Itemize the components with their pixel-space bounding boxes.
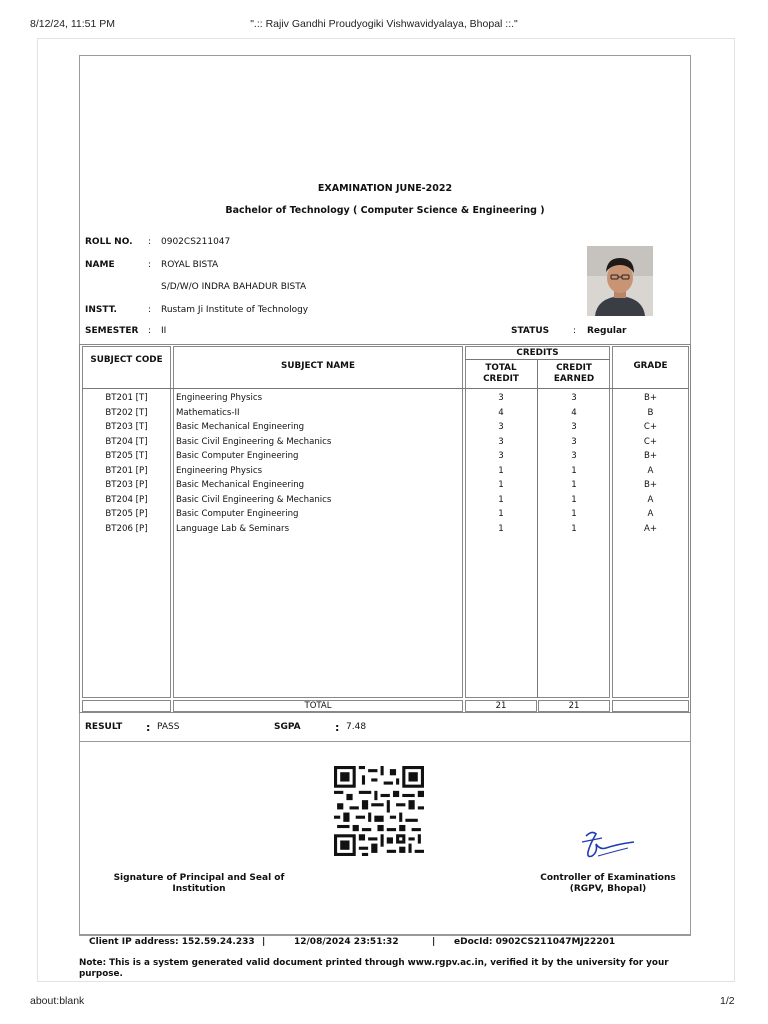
total-credit-value: 21 xyxy=(495,701,507,711)
table-row: BT204 [T] xyxy=(105,436,148,447)
table-row: 1 xyxy=(498,494,504,505)
table-row: Basic Mechanical Engineering xyxy=(176,422,305,432)
table-row: 1 xyxy=(571,523,577,534)
table-row: A xyxy=(647,509,654,519)
table-row: BT206 [P] xyxy=(105,523,148,534)
sgpa-label: SGPA xyxy=(274,722,301,732)
colon: : xyxy=(146,721,151,734)
total-row-code xyxy=(82,700,171,712)
header-subject-code: SUBJECT CODE xyxy=(90,355,163,365)
table-row: C+ xyxy=(643,436,658,447)
sgpa-value: 7.48 xyxy=(346,722,367,732)
table-row: B xyxy=(647,407,654,418)
exam-title: EXAMINATION JUNE-2022 xyxy=(317,183,453,194)
note-text: Note: This is a system generated valid document printed through www.rgpv.ac.in, verified it by the university for your purpose. xyxy=(79,958,669,979)
table-row: B+ xyxy=(643,480,658,490)
separator: | xyxy=(432,937,436,947)
names-column xyxy=(176,391,461,536)
header-grade: GRADE xyxy=(633,361,668,371)
table-row: 4 xyxy=(571,407,577,418)
status-label: STATUS xyxy=(511,326,550,336)
colon: : xyxy=(148,237,152,247)
table-row: Engineering Physics xyxy=(176,393,263,403)
table-row: Basic Computer Engineering xyxy=(176,451,299,461)
header-subject-name: SUBJECT NAME xyxy=(281,361,355,371)
total-credit-column xyxy=(465,391,537,536)
table-row: 3 xyxy=(498,451,504,461)
name-label: NAME xyxy=(85,260,115,270)
table-row: Mathematics-II xyxy=(176,407,240,418)
table-row: Language Lab & Seminars xyxy=(176,523,290,534)
table-row: 3 xyxy=(571,393,577,403)
table-row: A+ xyxy=(643,523,658,534)
credit-earned-column xyxy=(538,391,610,536)
principal-signature-caption: Signature of Principal and Seal of Institution xyxy=(113,873,285,894)
table-row: BT201 [T] xyxy=(105,393,148,403)
parent-value: S/D/W/O INDRA BAHADUR BISTA xyxy=(161,282,307,292)
result-value: PASS xyxy=(157,722,180,732)
controller-caption-line1: Controller of Examinations xyxy=(540,873,676,883)
table-row: 1 xyxy=(498,523,504,534)
table-row: 1 xyxy=(571,494,577,505)
table-row: B+ xyxy=(643,451,658,461)
status-value: Regular xyxy=(587,326,627,336)
table-row: 3 xyxy=(571,451,577,461)
header-total-credit: TOTAL CREDIT xyxy=(483,363,519,384)
table-row: 3 xyxy=(571,422,577,432)
table-row: A xyxy=(647,494,654,505)
controller-caption-line2: (RGPV, Bhopal) xyxy=(569,884,647,894)
roll-value: 0902CS211047 xyxy=(161,237,231,247)
table-row: 1 xyxy=(498,465,504,476)
roll-label: ROLL NO. xyxy=(85,237,133,247)
table-row: BT201 [P] xyxy=(105,465,148,476)
semester-value: II xyxy=(161,326,167,336)
page-number: 1/2 xyxy=(720,995,735,1007)
table-row: 1 xyxy=(571,480,577,490)
table-row: 1 xyxy=(498,509,504,519)
table-row: BT204 [P] xyxy=(105,494,148,505)
colon: : xyxy=(148,260,152,270)
print-timestamp: 12/08/2024 23:51:32 xyxy=(294,937,399,947)
student-photo xyxy=(587,246,653,316)
edoc-id: eDocId: 0902CS211047MJ22201 xyxy=(454,937,616,947)
table-row: 3 xyxy=(571,436,577,447)
print-url: about:blank xyxy=(30,995,85,1007)
table-row: Basic Computer Engineering xyxy=(176,509,299,519)
table-row: Basic Civil Engineering & Mechanics xyxy=(176,436,332,447)
table-row: Basic Civil Engineering & Mechanics xyxy=(176,494,332,505)
table-row: BT205 [P] xyxy=(105,509,148,519)
total-label: TOTAL xyxy=(304,701,332,711)
table-row: 3 xyxy=(498,422,504,432)
table-row: 1 xyxy=(498,480,504,490)
inst-value: Rustam Ji Institute of Technology xyxy=(161,305,309,315)
table-row: 1 xyxy=(571,465,577,476)
table-row: Engineering Physics xyxy=(176,465,263,476)
table-row: C+ xyxy=(643,422,658,432)
result-label: RESULT xyxy=(85,722,123,732)
total-row-grade xyxy=(612,700,689,712)
client-ip: Client IP address: 152.59.24.233 xyxy=(89,937,255,947)
table-row: 3 xyxy=(498,436,504,447)
grade-column xyxy=(612,391,689,536)
name-value: ROYAL BISTA xyxy=(161,260,219,270)
header-credits: CREDITS xyxy=(516,348,559,358)
table-row: A xyxy=(647,465,654,476)
qr-code xyxy=(334,765,424,857)
separator: | xyxy=(262,937,266,947)
colon: : xyxy=(148,305,152,315)
colon: : xyxy=(148,326,152,336)
header-credit-earned: CREDIT EARNED xyxy=(553,363,595,384)
table-row: 1 xyxy=(571,509,577,519)
print-page-title: ".:: Rajiv Gandhi Proudyogiki Vishwavidyalaya, Bhopal ::." xyxy=(250,18,518,30)
print-datetime: 8/12/24, 11:51 PM xyxy=(30,18,116,30)
table-row: BT203 [T] xyxy=(105,422,148,432)
table-row: Basic Mechanical Engineering xyxy=(176,480,305,490)
table-row: 4 xyxy=(498,407,504,418)
table-row: B+ xyxy=(643,393,658,403)
colon: : xyxy=(335,721,340,734)
controller-signature xyxy=(578,826,638,862)
footer-divider xyxy=(79,935,691,936)
semester-label: SEMESTER xyxy=(85,326,139,336)
table-row: BT203 [P] xyxy=(105,480,148,490)
inst-label: INSTT. xyxy=(85,305,117,315)
colon: : xyxy=(573,326,577,336)
table-row: BT205 [T] xyxy=(105,451,148,461)
table-row: BT202 [T] xyxy=(105,407,148,418)
program-title: Bachelor of Technology ( Computer Science & Engineering ) xyxy=(225,205,545,216)
header-divider xyxy=(82,388,689,389)
total-earned-value: 21 xyxy=(568,701,580,711)
table-row: 3 xyxy=(498,393,504,403)
codes-column xyxy=(82,391,171,536)
result-divider xyxy=(79,741,691,742)
